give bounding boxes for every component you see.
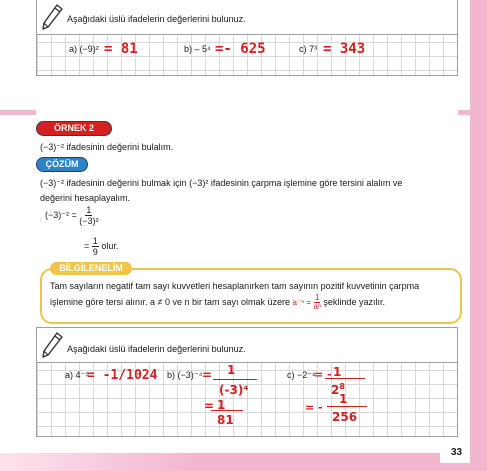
left-margin-band [0,110,36,115]
exercise-2-item-a-label: a) 4⁻⁵ [65,370,89,380]
exercise-2-item-c-label: c) −2⁻⁸ [287,370,316,380]
solution-line-2: değerini hesaplayalım. [40,193,131,203]
step-1-lhs: (−3)⁻² = [45,209,77,220]
step-2-equals: = [84,240,90,251]
exercise-2-item-c-bar-1 [325,378,365,379]
step-2-tail: olur. [101,240,119,251]
exercise-2-item-a-answer: = -1/1024 [87,368,158,383]
example-badge: ÖRNEK 2 [36,121,112,136]
exercise-1-item-c-answer: = 343 [323,41,366,57]
exercise-1-item-b-label: b) – 5⁴ [184,44,211,54]
step-1-fraction [79,205,98,226]
exercise-1-item-a-label: a) (−9)² [69,44,99,54]
example-question-expr: (−3)⁻² [40,142,65,152]
info-formula-denominator: aⁿ [313,302,321,311]
exercise-2-item-c-den-1-exp: 8 [339,382,345,391]
example-question-text: ifadesinin değerini bulalım. [64,142,174,152]
exercise-2-item-b-num-1: 1 [227,363,236,377]
solution-line-1: (−3)⁻² ifadesinin değerini bulmak için (−3)² ifadesinin çarpma işlemine göre tersini alalım ve [40,178,403,188]
exercise-2-item-b-num-2: 1 [217,398,226,412]
info-badge: BİLGİLENELİM [50,262,132,275]
right-page-strip [470,0,487,471]
exercise-2-item-c-bar-2 [327,406,367,407]
page-number: 33 [451,447,463,458]
exercise-2-item-b-bar-1 [213,379,257,380]
info-line-2 [50,294,385,311]
exercise-2-header-rule [37,362,457,363]
exercise-2-item-c-den-2: 256 [332,410,358,424]
exercise-2-item-c-den-1-base: 2 [331,383,340,397]
info-formula-numerator: 1 [315,293,320,302]
step-2-denominator: 9 [92,247,98,257]
exercise-1-instruction: Aşağıdaki üslü ifadelerin değerlerini bulunuz. [67,14,246,24]
info-formula-fraction [314,294,321,311]
exercise-1-box [36,0,458,76]
step-2-fraction [92,236,99,257]
step-2-numerator: 1 [92,236,98,246]
exercise-2-item-b-eq-1: = [202,368,213,382]
exercise-2-item-b-den-1: (-3)⁴ [219,383,249,397]
exercise-2-item-c-eq-1: = - [314,368,332,381]
exercise-1-item-b-answer: =- 625 [215,41,266,57]
exercise-2-instruction: Aşağıdaki üslü ifadelerin değerlerini bulunuz. [67,344,246,354]
info-line-2-end: şeklinde yazılır. [320,296,385,307]
exercise-1-header-rule [37,34,457,35]
pencil-icon [41,332,63,358]
step-1-denominator: (−3)² [79,216,99,226]
info-line-1: Tam sayıların negatif tam sayı kuvvetleri hesaplanırken tam sayının pozitif kuvvetinin çarpma [50,281,420,291]
exercise-2-box [36,327,458,437]
solution-step-2 [84,236,118,257]
exercise-2-item-b-den-2: 81 [217,413,234,427]
solution-step-1 [45,205,99,226]
exercise-2-item-b-bar-2 [211,410,243,411]
exercise-2-item-c-num-2: 1 [339,392,348,406]
exercise-2-item-b-eq-2: = [204,399,215,413]
pencil-icon [41,4,63,30]
step-1-numerator: 1 [86,205,92,215]
example-question [40,142,173,153]
exercise-1-item-c-label: c) 7³ [299,44,317,54]
exercise-2-item-c-eq-2: = - [305,401,323,414]
exercise-2-item-c-num-1: 1 [333,365,342,379]
footer-band [0,453,487,471]
exercise-1-item-a-answer: = 81 [104,41,138,57]
info-line-2-start: işlemine göre tersi alınır. a ≠ 0 ve n bir tam sayı olmak üzere [50,296,293,307]
solution-badge: ÇÖZÜM [36,157,88,172]
exercise-2-item-b-label: b) (−3)⁻⁴ [167,370,203,380]
info-formula-lhs: a⁻ⁿ = [292,297,312,307]
